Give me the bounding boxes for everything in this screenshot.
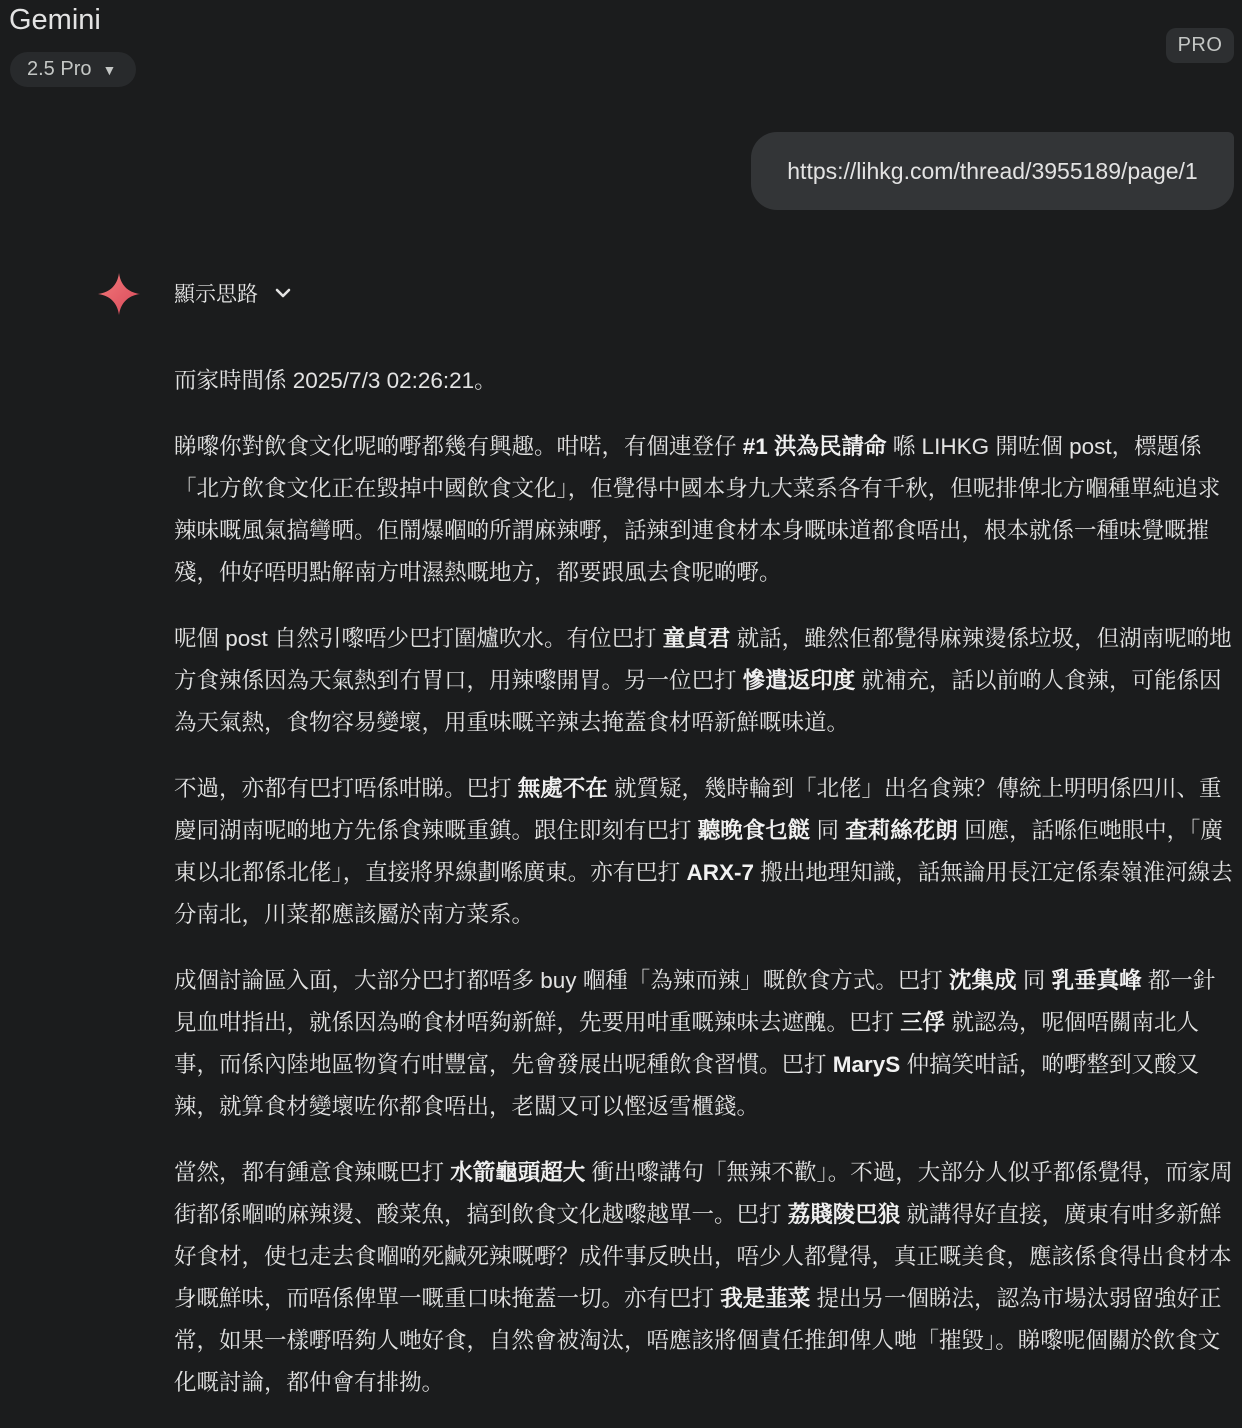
caret-down-icon: ▼	[102, 61, 117, 78]
show-thinking-label: 顯示思路	[174, 283, 258, 306]
username-bold: 乳垂真峰	[1051, 968, 1142, 993]
response-paragraph	[174, 618, 1234, 744]
username-bold: 慘遣返印度	[742, 668, 856, 693]
show-thinking-toggle[interactable]	[174, 278, 292, 308]
username-bold: ARX-7	[686, 860, 755, 885]
response-text: 就講得好直接，廣東有咁多新鮮好食材，使乜走去食嗰啲死鹹死辣嘅嘢？成件事反映出，唔少人都覺得，真正嘅美食，應該係食得出食材本身嘅鮮味，而唔係俾單一嘅重口味掩蓋一切。亦有巴打	[174, 1202, 1232, 1311]
response-text: 搬出地理知識，話無論用長江定係秦嶺淮河線去分南北，川菜都應該屬於南方菜系。	[174, 860, 1233, 927]
response-text: 不過，亦都有巴打唔係咁睇。巴打	[174, 776, 518, 801]
response-text: 同	[1016, 968, 1052, 993]
username-bold: 童貞君	[662, 626, 731, 651]
response-text: 就認為，呢個唔關南北人事，而係內陸地區物資冇咁豐富，先會發展出呢種飲食習慣。巴打	[174, 1010, 1200, 1077]
username-bold: 我是韮菜	[720, 1286, 811, 1311]
response-text: 衝出嚟講句「無辣不歡」。不過，大部分人似乎都係覺得，而家周街都係嗰啲麻辣燙、酸菜魚，搞到飲食文化越嚟越單一。巴打	[174, 1160, 1233, 1227]
response-text: 成個討論區入面，大部分巴打都唔多 buy 嗰種「為辣而辣」嘅飲食方式。巴打	[174, 968, 950, 993]
response-text: 仲搞笑咁話，啲嘢整到又酸又辣，就算食材變壞咗你都食唔出，老闆又可以慳返雪櫃錢。	[174, 1052, 1200, 1119]
username-bold: 沈集成	[949, 968, 1017, 993]
response-text: 提出另一個睇法，認為市場汰弱留強好正常，如果一樣嘢唔夠人哋好食，自然會被淘汰，唔應該將個責任推卸俾人哋「摧毀」。睇嚟呢個關於飲食文化嘅討論，都仲會有排拗。	[174, 1286, 1222, 1395]
user-message-bubble	[751, 132, 1234, 210]
response-text: 就話，雖然佢都覺得麻辣燙係垃圾，但湖南呢啲地方食辣係因為天氣熱到冇胃口，用辣嚟開胃。另一位巴打	[174, 626, 1232, 693]
response-paragraph	[174, 1152, 1234, 1404]
model-response	[174, 360, 1234, 1428]
username-bold: 荔賤陵巴狼	[787, 1202, 901, 1227]
response-paragraph	[174, 360, 1234, 402]
response-paragraph	[174, 426, 1234, 594]
response-text: 喺 LIHKG 開咗個 post，標題係「北方飲食文化正在毀掉中國飲食文化」，佢覺得中國本身九大菜系各有千秋，但呢排俾北方嗰種單純追求辣味嘅風氣搞彎晒。佢鬧爆嗰啲所謂麻辣嘢，話辣到連食材本身嘅味道都食唔出，根本就係一種味覺嘅摧殘，仲好唔明點解南方咁濕熱嘅地方，都要跟風去食呢啲嘢。	[174, 434, 1221, 585]
username-bold: 聽晚食乜餸	[697, 818, 811, 843]
username-bold: 三俘	[900, 1010, 946, 1035]
model-selector[interactable]	[10, 52, 136, 87]
response-text: 就質疑，幾時輪到「北佬」出名食辣？傳統上明明係四川、重慶同湖南呢啲地方先係食辣嘅重鎮。跟住即刻有巴打	[174, 776, 1222, 843]
user-message-text: https://lihkg.com/thread/3955189/page/1	[787, 157, 1198, 184]
username-bold: #1 洪為民請命	[742, 434, 887, 459]
gemini-sparkle-icon	[98, 273, 140, 315]
username-bold: 無處不在	[517, 776, 608, 801]
response-paragraph	[174, 768, 1234, 936]
username-bold: 查莉絲花朗	[845, 818, 958, 843]
response-text: 回應，話喺佢哋眼中，「廣東以北都係北佬」，直接將界線劃喺廣東。亦有巴打	[174, 818, 1223, 885]
model-label: 2.5 Pro	[27, 58, 92, 80]
chevron-down-icon	[274, 284, 292, 302]
response-text: 當然，都有鍾意食辣嘅巴打	[174, 1160, 451, 1185]
pro-badge: PRO	[1166, 28, 1234, 63]
username-bold: 水箭龜頭超大	[450, 1160, 586, 1185]
app-title: Gemini	[9, 4, 101, 36]
response-text: 呢個 post 自然引嚟唔少巴打圍爐吹水。有位巴打	[174, 626, 663, 651]
response-text: 睇嚟你對飲食文化呢啲嘢都幾有興趣。咁喏，有個連登仔	[174, 434, 743, 459]
response-text: 都一針見血咁指出，就係因為啲食材唔夠新鮮，先要用咁重嘅辣味去遮醜。巴打	[174, 968, 1216, 1035]
response-text: 就補充，話以前啲人食辣，可能係因為天氣熱，食物容易變壞，用重味嘅辛辣去掩蓋食材唔新鮮嘅味道。	[174, 668, 1222, 735]
response-text: 而家時間係 2025/7/3 02:26:21。	[174, 368, 497, 393]
response-text: 同	[810, 818, 846, 843]
response-paragraph	[174, 960, 1234, 1128]
username-bold: MaryS	[832, 1052, 901, 1077]
